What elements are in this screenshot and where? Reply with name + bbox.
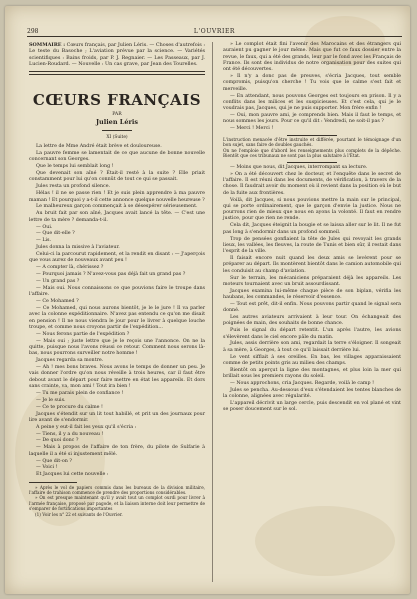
story-paragraph: — Pourquoi jamais ? N'avez-vous pas déjà fait un grand pas ? xyxy=(36,272,186,278)
story-paragraph: Au bruit fait par son aîné, Jacques avait lancé la tête. — C'est une lettre de ta mère ? demanda-t-il. xyxy=(29,211,205,223)
right-paragraph: Voilà, dit Jacques, si nous pouvions mettre la main sur le principal, qui se porte ordinairement, que le garçon d'envie la justice. Nous ne pourrons rien de mieux que nous en ayons la volonté. Il faut en rendre justice, pour que rien ne rende. xyxy=(223,197,401,222)
story-paragraph: — Tiens, il y a du nouveau ! xyxy=(36,431,104,437)
table-of-contents xyxy=(29,42,205,67)
story-paragraph: La pauvre femme se lamentait de ce que aucune de bonne nouvelle concernant son Georges. xyxy=(29,151,205,163)
story-paragraph: — Un grand pas ? xyxy=(36,279,80,285)
double-rule xyxy=(29,71,205,75)
story-paragraph: Jacques regarda sa montre. xyxy=(36,358,104,364)
story-paragraph: — A compter là, chérissez ? xyxy=(36,265,104,271)
story-paragraph: — Que dit-on ? xyxy=(36,458,72,464)
story-paragraph: — De quoi donc ? xyxy=(36,438,79,444)
right-paragraph: Jacques examina lui-même chaque pièce de son biplan, vérifia les haubans, les commandes, le réservoir d'essence. xyxy=(223,288,401,300)
right-paragraph: L'appareil décrivit un large cercle, puis descendit en vol plané et vint se poser doucement sur le sol. xyxy=(223,401,401,413)
story-paragraph: — Oui. xyxy=(36,224,53,230)
journal-title: L'OUVRIER xyxy=(193,28,236,35)
story-paragraph: Et Jacques lui cette nouvelle : xyxy=(36,472,109,478)
story-body xyxy=(29,144,205,478)
right-paragraph: — Tout est prêt, dit-il enfin. Nous pouvons partir quand le signal sera donné. xyxy=(223,301,401,314)
story-paragraph: Jules donna la missive à l'aviateur. xyxy=(36,245,120,251)
story-paragraph: La lettre de Mme André était brève et douloureuse. xyxy=(36,144,162,150)
right-paragraph: — En attendant, nous pouvons Georges est toujours en prison. Il y a conflits dans les milices et les suspicieuses. Et c'est cela, qui je le voudrais pas, Jacques, qui je ne puis supporter. Mon frère enfin ! xyxy=(223,93,401,112)
footnote-paragraph: (1) Voir les n° 22 et suivants de l'Ouvrier. xyxy=(35,511,123,517)
right-column-text-bottom xyxy=(223,165,401,414)
story-paragraph: — Que dit-elle ? xyxy=(36,231,75,237)
story-paragraph: — Tu me parais plein de confiance ! xyxy=(36,390,124,396)
story-title: CŒURS FRANÇAIS xyxy=(32,91,202,110)
section-rule xyxy=(287,162,337,163)
story-paragraph: — Ah ! mes bons braves. Nous avons le temps de donner un peu. Je vais donner l'ordre qu'on nous réveille à trois heures, car il faut être debout avant le départ pour faire mettre en état les appareils. Et dors sans crainte, va, mon ami ! Tout ira bien ! xyxy=(29,365,205,389)
story-paragraph: Jacques s'étendit sur un lit tout habillé, et prit un des journaux pour lire avant de s'endormir. xyxy=(29,411,205,423)
newspaper-page xyxy=(5,6,410,594)
footnote-paragraph: » On est presque maintenant qu'il y avait tout un complot ourdi pour livrer à l'armée française, proposé par pagode, et la liaison interne doit leur permettre de s'emparer de fortifications importantes xyxy=(29,495,205,512)
story-paragraph: — Mais oui ; juste lettre que je le reçois une l'annonce. On ne la quitte, puisque nous l'avons réussi ce retour. Comment nous serons là-bas, nous pourrons surveiller notre homme ! xyxy=(29,338,205,357)
title-separator xyxy=(102,130,132,131)
story-paragraph: Le malheureux garçon commençait à se désespérer sérieusement. xyxy=(36,204,198,210)
summary-label: SOMMAIRE : xyxy=(29,42,66,48)
right-paragraph: Bientôt on aperçut la ligne des montagnes, et plus loin la mer qui brillait sous les premiers rayons du soleil. xyxy=(223,367,401,380)
right-paragraph: — Oui, mon pauvre ami, je comprends bien. Mais il faut le temps, et nous sommes les jours. Pour ce qu'il dit : Vendredi, ne soit-il pas ? xyxy=(223,113,401,125)
right-paragraph: Jules se pencha. Au-dessous d'eux s'étendaient les tentes blanches de la colonne, alignées avec régularité. xyxy=(223,387,401,400)
story-paragraph: — Je le suis. xyxy=(36,397,66,403)
page-header xyxy=(27,26,402,37)
right-column-text-top xyxy=(223,42,401,133)
right-paragraph: Les autres aviateurs arrivaient à leur tour. On échangeait des poignées de main, des souhaits de bonne chance. xyxy=(223,315,401,327)
story-paragraph: — Ce Mohamed, qui nous aurons bientôt, je le le jure ! Il va parler avec la colonne expéditionnaire. N'avez pas entendu ce qu'on me disait en pension ! Il ne nous viendra le jour pour le livrer à quelque louche troupe, et comme nous croyons partir de l'expédition... xyxy=(29,306,205,330)
right-paragraph: — Moins que nous, dit Jacques, interrompant sa lecture. xyxy=(230,164,368,170)
story-by: PAR xyxy=(112,112,122,118)
chapter-continuation: XI (Suite) xyxy=(106,135,128,141)
story-author: Julien Léris xyxy=(95,118,139,127)
summary-text: Cœurs français, par Julien Léris. — Choses d'autrefois : Le teste du Basoche ; L'aviation prévue par la science. — Variétés scientifiques : Bains froids, par P. J. Regnaier. — Les Passeaux, par J. Lucien-Roudard. — Nouvelle : Un cas grave, par Jean des Tourelles. xyxy=(29,42,205,67)
right-paragraph: — Nous approchons, cria Jacques. Regarde, voilà le camp ! xyxy=(230,381,375,387)
paper-stain xyxy=(255,506,395,576)
footnotes xyxy=(29,485,205,517)
right-paragraph: Puis le signal du départ retentit. L'un après l'autre, les avions s'élevèrent dans le ciel encore pâle du matin. xyxy=(223,328,401,340)
right-column xyxy=(223,42,401,414)
story-paragraph: — Voici ! xyxy=(36,465,58,471)
footnote-rule xyxy=(29,482,77,483)
right-paragraph: Trop de pensées gonflaient la tête de Jules qui revoyait les grands lieux, les vallées, les fleuves, la route de Tunis et bien sûr, il restait dans l'esprit de la ville. xyxy=(223,236,401,255)
story-paragraph: — Mais oui. Nous connaissons ce que pouvions faire le troupe dans l'affaire. xyxy=(29,285,205,298)
story-paragraph: — Ce te procure du calme ! xyxy=(36,404,103,410)
left-column xyxy=(29,42,205,517)
story-paragraph: — Mais à propos de l'affaire de ton frère, du pilote de Sulfarie à laquelle il a été si injustement mêlé. xyxy=(29,445,205,457)
right-paragraph: Jules, assis derrière son ami, regardait la terre s'éloigner. Il songeait à sa mère, à Georges, à tout ce qu'il laissait derrière lui. xyxy=(223,341,401,353)
right-paragraph: — Merci ! Merci ! xyxy=(230,126,274,132)
section-rule xyxy=(287,135,337,136)
right-paragraph: Il faisait encore nuit quand les deux amis se levèrent pour se préparer au départ. Ils montèrent bientôt dans le camion automobile qui les conduisit au champ d'aviation. xyxy=(223,256,401,274)
story-paragraph: — Nous ferons partie de l'expédition ? xyxy=(36,331,130,337)
story-paragraph: — Ce Mohamed ? xyxy=(36,299,79,305)
column-divider xyxy=(212,42,213,582)
right-paragraph: » Le complot était fini l'avenir des Marocains et des étrangers qui auraient pu gagner le jour même. Mais que fut ce faux dossier entre la revue, le faux, qui a été des grands, leur par le fond avec les Français de France. Ils sont des individus de notre organisation pour des suites qui ont été découvertes. xyxy=(223,42,401,73)
right-paragraph: » On a été découvert chez le docteur, et l'enquête dans le secret de l'affaire. Il est réuni dans les documents, de vérification, à travers de la chose. Il faudrait avoir du moment où il revient dans la position où le but de la fuite aux frontières. xyxy=(223,171,401,196)
story-paragraph: — Lis. xyxy=(36,238,52,244)
story-paragraph: Que le temps lui semblait long ! xyxy=(36,164,114,170)
right-paragraph: Sur le terrain, les mécaniciens préparaient déjà les appareils. Les moteurs tournaient avec un bruit assourdissant. xyxy=(223,275,401,287)
story-paragraph: Hélas ! il ne se passe rien ! Et je suis plein apprendre à ma pauvre maman ! Et pourquoi y a-t-il cette annonce quelque nouvelle heureuse ? xyxy=(29,191,205,203)
notice-paragraph: On ne l'emploie que d'abord les renseignements plus complets de la dépêche. Bientôt que ces tribunaux ne sont pas la plus salutaire à l'État. xyxy=(223,148,401,160)
right-paragraph: Le vent sifflait à ses oreilles. En bas, les villages apparaissaient comme de petits points gris au milieu des champs. xyxy=(223,354,401,366)
right-paragraph: Cela dit, Jacques éteignit la bougie et se laissa aller sur le lit. Il ne fut pas long à s'endormir dans un profond sommeil. xyxy=(223,223,401,235)
footnote-paragraph: » Après le vol de papiers commis dans les bureaux de la division militaire, l'affaire de trahison commence de prendre des proportions considérables. xyxy=(29,484,205,496)
notice-paragraph: L'instruction menacée d'être instruite et différée, pourtant le témoignage d'un bon sujet, sans faire de doubles gauchés. xyxy=(223,137,401,149)
story-paragraph: Jules resta un profond silence. xyxy=(36,184,111,190)
story-paragraph: A peine y eut-il fait les yeux qu'il s'écria : xyxy=(36,424,137,430)
story-paragraph: Que devenait son aîné ? Était-il resté à la suite ? Elle priait constamment pour lui qu'on connût de tout ce qui se passait. xyxy=(29,171,205,183)
story-paragraph: Celui-ci la parcourut rapidement, et la rendit en disant : — J'aperçois que vous aurez de nouveaux avant peu ! xyxy=(29,252,205,264)
right-paragraph: » Il n'y a donc pas de preuves, s'écria Jacques, tout semble compromis, puisqu'on cherche ! Tu vois que le calme s'est fait et merveille. xyxy=(223,74,401,92)
inserted-notice xyxy=(223,138,401,160)
page-number: 298 xyxy=(27,28,39,35)
